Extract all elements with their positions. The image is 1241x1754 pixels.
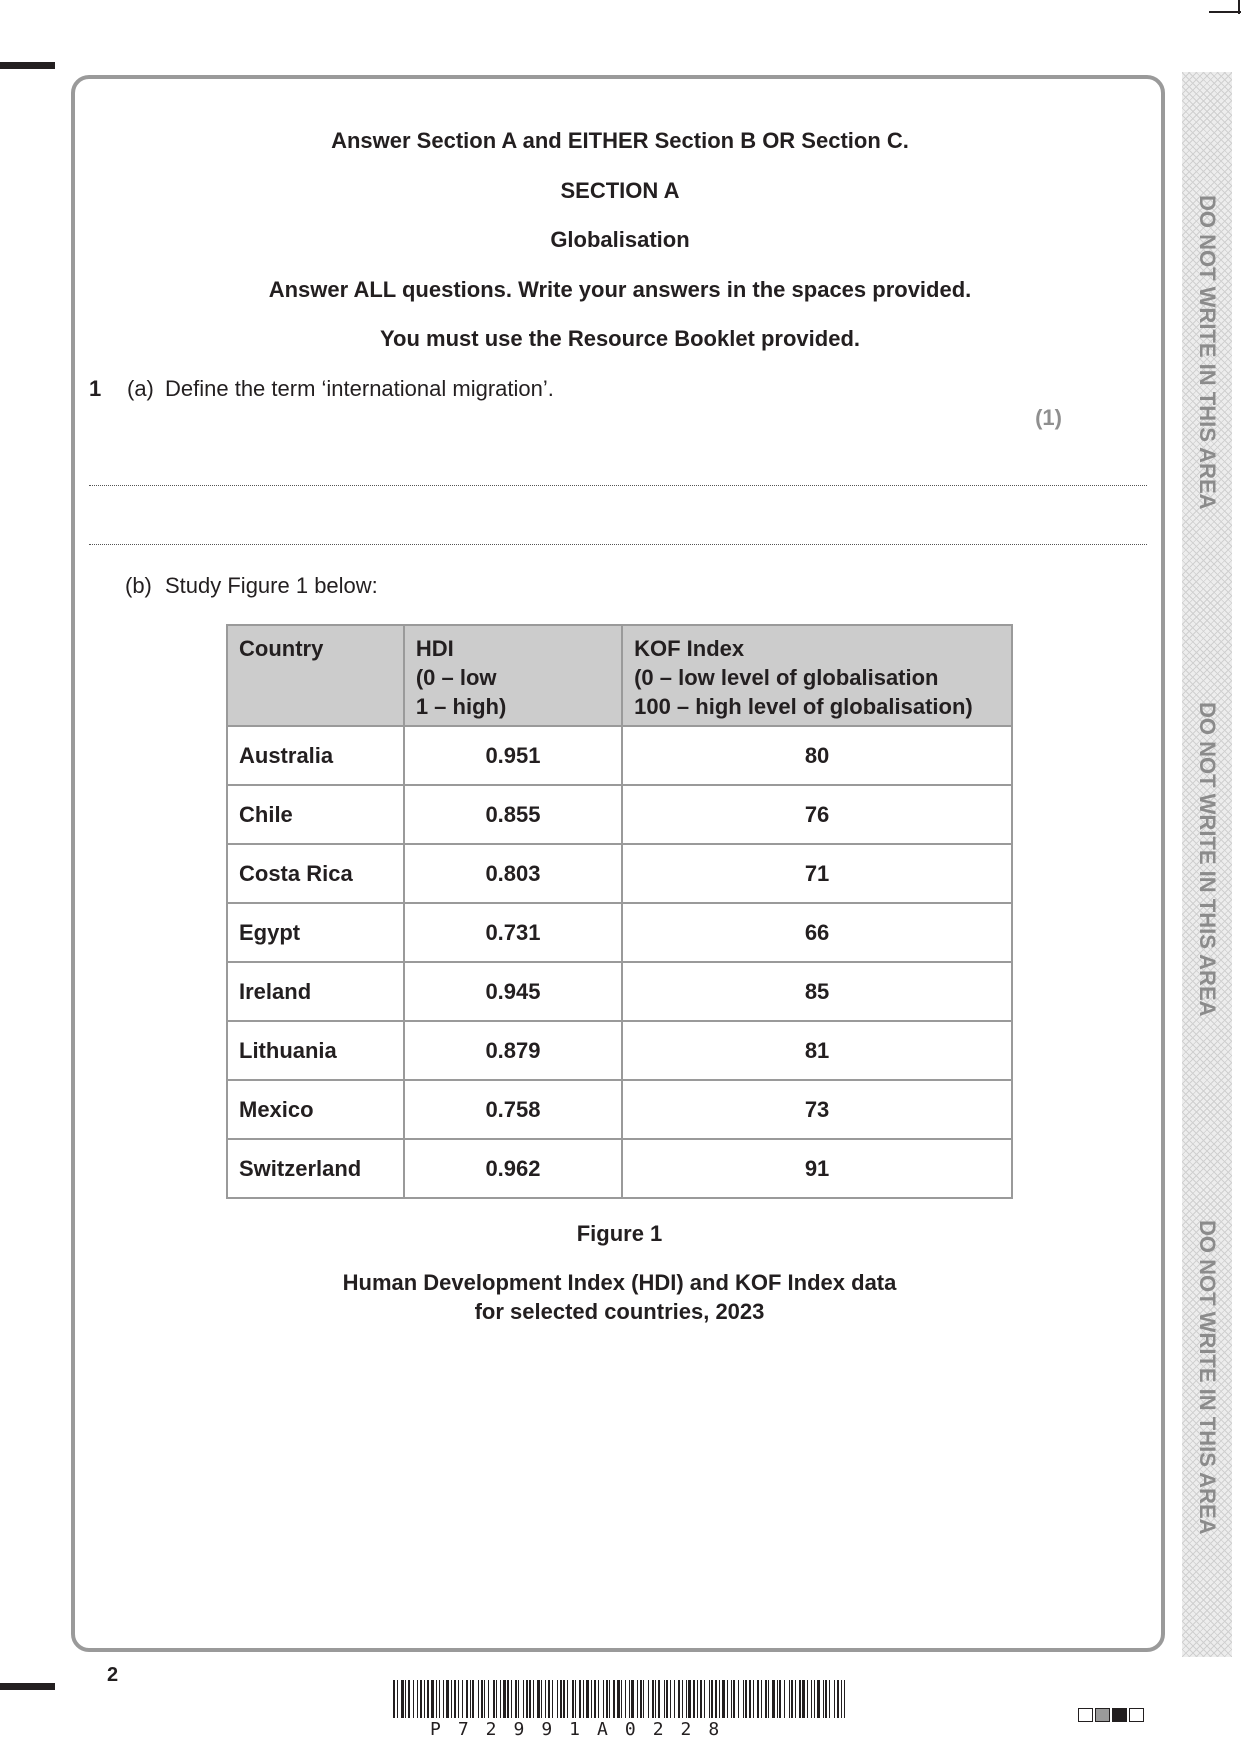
table-row — [227, 1021, 1012, 1080]
barcode-bar — [722, 1680, 725, 1718]
barcode-bar — [484, 1680, 485, 1718]
do-not-write-strip — [1182, 72, 1232, 1657]
barcode-bar — [397, 1680, 398, 1718]
table-row — [227, 1080, 1012, 1139]
barcode-bar — [823, 1680, 824, 1718]
barcode-bar — [621, 1680, 622, 1718]
column-header-country: Country — [227, 625, 404, 726]
barcode-bar — [458, 1680, 459, 1718]
barcode-bar — [617, 1680, 620, 1718]
barcode-bar — [586, 1680, 589, 1718]
barcode-bar — [795, 1680, 796, 1718]
barcode-bar — [560, 1680, 562, 1718]
barcode-bar — [603, 1680, 604, 1718]
barcode-bar — [393, 1680, 395, 1718]
margin-bar — [0, 62, 55, 69]
page-number: 2 — [107, 1664, 119, 1686]
barcode-bar — [648, 1680, 649, 1718]
hdi-cell: 0.758 — [404, 1080, 622, 1139]
barcode-bar — [413, 1680, 414, 1718]
barcode-bar — [454, 1680, 456, 1718]
barcode-bar — [496, 1680, 497, 1718]
kof-cell: 71 — [622, 844, 1012, 903]
barcode-bar — [439, 1680, 440, 1718]
barcode-bar — [682, 1680, 683, 1718]
hdi-cell: 0.803 — [404, 844, 622, 903]
barcode-bar — [478, 1680, 479, 1718]
answer-instruction: Answer ALL questions. Write your answers in the spaces provided. — [268, 277, 972, 302]
section-heading: SECTION A — [560, 178, 680, 203]
barcode-bar — [789, 1680, 790, 1718]
barcode-bar — [686, 1680, 687, 1718]
marks-indicator: (1) — [1035, 405, 1062, 430]
barcode-number: P72991A0228 — [430, 1719, 737, 1740]
table-row — [227, 726, 1012, 785]
barcode-bar — [609, 1680, 610, 1718]
barcode-bar — [511, 1680, 512, 1718]
barcode-bar — [575, 1680, 576, 1718]
barcode-bar — [704, 1680, 705, 1718]
barcode-bar — [817, 1680, 820, 1718]
hdi-cell: 0.962 — [404, 1139, 622, 1198]
table-row — [227, 903, 1012, 962]
barcode-bar — [693, 1680, 695, 1718]
barcode-bar — [472, 1680, 474, 1718]
barcode-bar — [481, 1680, 483, 1718]
do-not-write-label: DO NOT WRITE IN THIS AREA — [1195, 701, 1220, 1017]
barcode-bar — [772, 1680, 775, 1718]
kof-cell: 85 — [622, 962, 1012, 1021]
barcode-bar — [791, 1680, 793, 1718]
country-cell: Chile — [227, 785, 404, 844]
barcode-bar — [697, 1680, 698, 1718]
country-cell: Costa Rica — [227, 844, 404, 903]
barcode-bar — [563, 1680, 565, 1718]
barcode-bar — [523, 1680, 524, 1718]
barcode-bar — [567, 1680, 568, 1718]
barcode-bar — [640, 1680, 642, 1718]
barcode-bar — [802, 1680, 805, 1718]
barcode-bar — [401, 1680, 404, 1718]
barcode-bar — [837, 1680, 839, 1718]
barcode-bar — [825, 1680, 827, 1718]
kof-cell: 91 — [622, 1139, 1012, 1198]
column-header-kof: KOF Index (0 – low level of globalisation 100 – high level of globalisation) — [622, 625, 1012, 726]
barcode-bar — [733, 1680, 735, 1718]
barcode-bar — [629, 1680, 630, 1718]
marker-box — [1112, 1708, 1127, 1722]
barcode-bar — [834, 1680, 835, 1718]
barcode-bar — [709, 1680, 710, 1718]
barcode-bar — [451, 1680, 452, 1718]
barcode-bar — [507, 1680, 509, 1718]
barcode-bar — [738, 1680, 739, 1718]
barcode-bar — [594, 1680, 596, 1718]
section-instruction: Answer Section A and EITHER Section B OR Section C. — [331, 128, 909, 153]
answer-line[interactable] — [89, 485, 1147, 486]
barcode-bar — [711, 1680, 713, 1718]
barcode-bar — [643, 1680, 644, 1718]
barcode-bar — [727, 1680, 728, 1718]
barcode-bar — [591, 1680, 592, 1718]
barcode-bar — [541, 1680, 542, 1718]
country-cell: Australia — [227, 726, 404, 785]
part-a-label: (a) — [127, 376, 154, 401]
barcode-bar — [715, 1680, 717, 1718]
barcode-bar — [700, 1680, 702, 1718]
table-header-row — [227, 625, 1012, 726]
barcode-bar — [731, 1680, 732, 1718]
barcode-bar — [841, 1680, 842, 1718]
barcode-bar — [777, 1680, 778, 1718]
barcode-bar — [666, 1680, 668, 1718]
barcode-bar — [436, 1680, 437, 1718]
part-a-question: Define the term ‘international migration’. — [165, 376, 554, 401]
topic-heading: Globalisation — [550, 227, 690, 252]
barcode-bar — [529, 1680, 531, 1718]
barcode-bar — [488, 1680, 489, 1718]
kof-cell: 66 — [622, 903, 1012, 962]
hdi-cell: 0.855 — [404, 785, 622, 844]
table-row — [227, 785, 1012, 844]
barcode-bar — [655, 1680, 656, 1718]
barcode-bar — [462, 1680, 463, 1718]
barcode-bar — [557, 1680, 558, 1718]
part-b-question: Study Figure 1 below: — [165, 573, 378, 598]
barcode-bar — [526, 1680, 528, 1718]
barcode-bar — [688, 1680, 691, 1718]
barcode-bar — [743, 1680, 744, 1718]
barcode-bar — [408, 1680, 410, 1718]
barcode-bar — [493, 1680, 495, 1718]
barcode-bar — [424, 1680, 425, 1718]
barcode-bar — [829, 1680, 830, 1718]
barcode-bar — [678, 1680, 680, 1718]
figure-1-table — [226, 624, 1013, 1199]
barcode-bar — [431, 1680, 434, 1718]
barcode-bar — [598, 1680, 599, 1718]
do-not-write-label: DO NOT WRITE IN THIS AREA — [1195, 1219, 1220, 1535]
barcode-bar — [844, 1680, 845, 1718]
hdi-cell: 0.879 — [404, 1021, 622, 1080]
barcode-bar — [446, 1680, 449, 1718]
hdi-cell: 0.951 — [404, 726, 622, 785]
barcode-bar — [807, 1680, 808, 1718]
barcode-bar — [625, 1680, 626, 1718]
barcode-bar — [613, 1680, 615, 1718]
figure-caption-line: Human Development Index (HDI) and KOF Index data — [342, 1270, 897, 1295]
barcode-bar — [518, 1680, 519, 1718]
barcode-bar — [784, 1680, 785, 1718]
barcode-bar — [572, 1680, 574, 1718]
barcode-bar — [652, 1680, 654, 1718]
barcode-bar — [466, 1680, 468, 1718]
country-cell: Lithuania — [227, 1021, 404, 1080]
barcode-bar — [503, 1680, 506, 1718]
part-b-label: (b) — [125, 573, 152, 598]
table-row — [227, 1139, 1012, 1198]
question-number: 1 — [89, 376, 102, 401]
barcode-bar — [761, 1680, 762, 1718]
barcode-bar — [606, 1680, 608, 1718]
barcode-bar — [811, 1680, 812, 1718]
resource-instruction: You must use the Resource Booklet provided. — [379, 326, 860, 351]
barcode-bar — [664, 1680, 665, 1718]
barcode-bar — [768, 1680, 769, 1718]
barcode-bar — [500, 1680, 501, 1718]
barcode-bar — [631, 1680, 634, 1718]
country-cell: Egypt — [227, 903, 404, 962]
barcode-bar — [637, 1680, 638, 1718]
do-not-write-label: DO NOT WRITE IN THIS AREA — [1195, 194, 1220, 510]
margin-bar — [0, 1683, 55, 1690]
barcode-bar — [749, 1680, 751, 1718]
table-row — [227, 962, 1012, 1021]
barcode-bar — [443, 1680, 444, 1718]
column-header-hdi: HDI (0 – low 1 – high) — [404, 625, 622, 726]
barcode-bar — [515, 1680, 517, 1718]
barcode-bar — [757, 1680, 759, 1718]
barcode-bar — [719, 1680, 720, 1718]
barcode-bar — [545, 1680, 546, 1718]
answer-line[interactable] — [89, 544, 1147, 545]
figure-caption-line: for selected countries, 2023 — [474, 1299, 765, 1324]
hdi-cell: 0.731 — [404, 903, 622, 962]
barcode-bar — [745, 1680, 747, 1718]
barcode-bar — [658, 1680, 660, 1718]
hdi-cell: 0.945 — [404, 962, 622, 1021]
kof-cell: 73 — [622, 1080, 1012, 1139]
marker-box — [1095, 1708, 1110, 1722]
barcode-bar — [470, 1680, 471, 1718]
barcode-bar — [533, 1680, 534, 1718]
kof-cell: 76 — [622, 785, 1012, 844]
figure-label: Figure 1 — [576, 1221, 663, 1246]
marker-box — [1129, 1708, 1144, 1722]
barcode-bar — [753, 1680, 754, 1718]
barcode-bar — [417, 1680, 418, 1718]
kof-cell: 80 — [622, 726, 1012, 785]
barcode-bar — [814, 1680, 815, 1718]
barcode-bar — [779, 1680, 781, 1718]
barcode-bar — [427, 1680, 429, 1718]
barcode-bar — [405, 1680, 406, 1718]
barcode-bar — [765, 1680, 767, 1718]
barcode-bar — [670, 1680, 671, 1718]
barcode-bar — [799, 1680, 801, 1718]
crop-mark — [1238, 0, 1240, 14]
crop-mark — [1209, 11, 1241, 13]
barcode-bar — [552, 1680, 553, 1718]
kof-cell: 81 — [622, 1021, 1012, 1080]
barcode-bar — [537, 1680, 540, 1718]
barcode-bar — [583, 1680, 584, 1718]
page-marker-boxes — [1078, 1708, 1144, 1722]
barcode-bar — [548, 1680, 550, 1718]
table-row — [227, 844, 1012, 903]
barcode-bar — [674, 1680, 675, 1718]
country-cell: Switzerland — [227, 1139, 404, 1198]
country-cell: Mexico — [227, 1080, 404, 1139]
barcode — [393, 1680, 845, 1718]
barcode-bar — [420, 1680, 422, 1718]
marker-box — [1078, 1708, 1093, 1722]
barcode-bar — [579, 1680, 581, 1718]
country-cell: Ireland — [227, 962, 404, 1021]
